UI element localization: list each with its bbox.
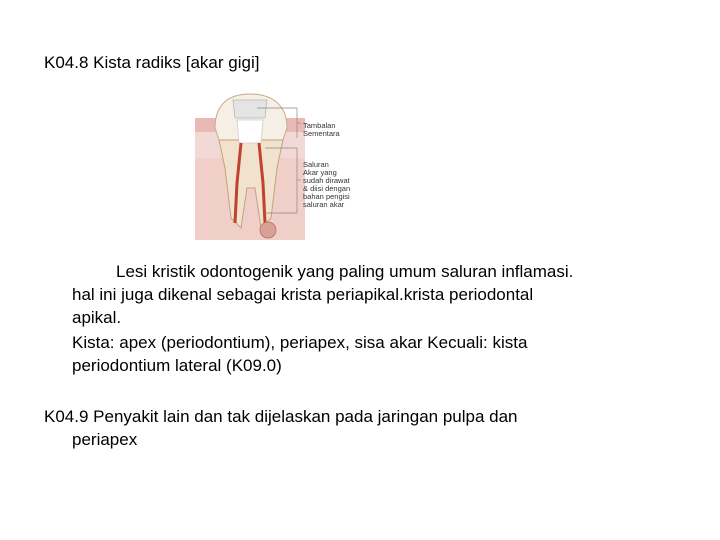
tooth-root-canal-figure (195, 88, 370, 240)
paragraph-line-5: periodontium lateral (K09.0) (72, 356, 282, 375)
label-tambalan: Tambalan (303, 121, 336, 130)
label-sementara: Sementara (303, 129, 340, 138)
label-bahan-pengisi: bahan pengisi (303, 192, 350, 201)
heading-k04-9-cont: periapex (72, 430, 138, 449)
paragraph-line-4: Kista: apex (periodontium), periapex, sisa akar Kecuali: kista (72, 333, 528, 352)
paragraph-line-2: hal ini juga dikenal sebagai krista periapikal.krista periodontal (72, 285, 534, 304)
label-saluran: Saluran (303, 160, 329, 169)
heading-k04-9: K04.9 Penyakit lain dan tak dijelaskan pada jaringan pulpa dan (44, 407, 518, 426)
label-sudah-dirawat: sudah dirawat (303, 176, 350, 185)
paragraph-line-3: apikal. (72, 308, 122, 327)
label-diisi-dengan: & diisi dengan (303, 184, 351, 193)
paragraph-line-1: Lesi kristik odontogenik yang paling umum saluran inflamasi. (116, 262, 574, 281)
tooth-illustration (195, 88, 370, 240)
label-akar-yang: Akar yang (303, 168, 337, 177)
label-saluran-akar: saluran akar (303, 200, 345, 209)
heading-k04-8: K04.8 Kista radiks [akar gigi] (44, 53, 260, 72)
